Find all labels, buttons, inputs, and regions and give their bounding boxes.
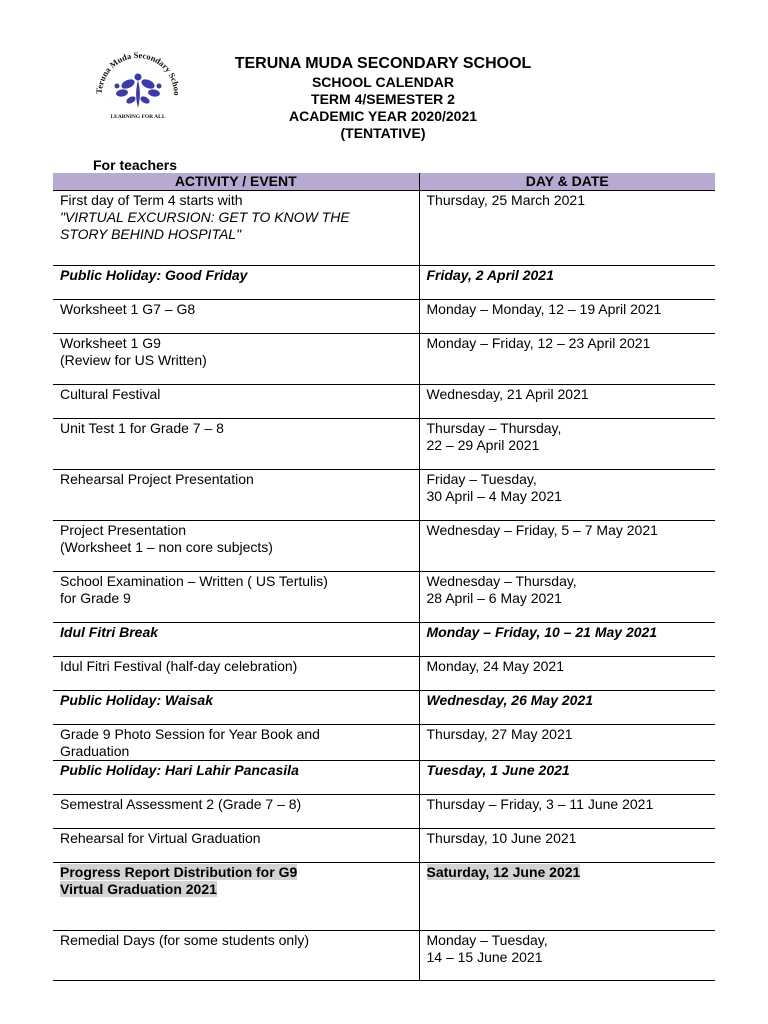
date-cell xyxy=(419,521,715,572)
activity-line: Public Holiday: Good Friday xyxy=(60,267,248,283)
table-row xyxy=(53,385,715,419)
table-row xyxy=(53,334,715,385)
date-cell xyxy=(419,572,715,623)
date-line: Monday – Friday, 12 – 23 April 2021 xyxy=(426,335,651,351)
activity-line: Public Holiday: Waisak xyxy=(60,692,214,708)
activity-line: (Worksheet 1 – non core subjects) xyxy=(60,539,273,555)
activity-cell xyxy=(53,725,419,761)
document-title: SCHOOL CALENDAR xyxy=(311,74,455,90)
activity-cell xyxy=(53,470,419,521)
table-row xyxy=(53,657,715,691)
activity-line: Worksheet 1 G9 xyxy=(60,335,161,351)
table-row xyxy=(53,725,715,761)
svg-text:Teruna Muda Secondary School xyxy=(88,50,182,95)
date-cell xyxy=(419,761,715,795)
term-label: TERM 4/SEMESTER 2 xyxy=(311,91,455,107)
activity-line: Rehearsal Project Presentation xyxy=(60,471,254,487)
date-cell xyxy=(419,863,715,931)
date-line: Friday – Tuesday, xyxy=(426,471,537,487)
date-cell xyxy=(419,657,715,691)
activity-cell xyxy=(53,266,419,300)
activity-line: (Review for US Written) xyxy=(60,352,207,368)
date-line: Saturday, 12 June 2021 xyxy=(426,864,581,880)
date-line: Thursday, 25 March 2021 xyxy=(426,192,585,208)
table-row xyxy=(53,829,715,863)
date-line: Monday – Friday, 10 – 21 May 2021 xyxy=(426,624,658,640)
tree-emblem-icon xyxy=(88,50,188,124)
date-cell xyxy=(419,191,715,266)
activity-cell xyxy=(53,300,419,334)
document-header xyxy=(200,54,566,142)
column-header-activity: ACTIVITY / EVENT xyxy=(53,173,419,191)
activity-cell xyxy=(53,863,419,931)
date-line: Friday, 2 April 2021 xyxy=(426,267,554,283)
date-cell xyxy=(419,795,715,829)
activity-line: First day of Term 4 starts with xyxy=(60,192,243,208)
date-line: Thursday, 10 June 2021 xyxy=(426,830,577,846)
table-row xyxy=(53,795,715,829)
logo-arc-text: Teruna Muda Secondary Schoo xyxy=(93,50,183,96)
table-row xyxy=(53,863,715,931)
date-line: Wednesday – Thursday, xyxy=(426,573,577,589)
table-row xyxy=(53,761,715,795)
date-line: 28 April – 6 May 2021 xyxy=(426,590,562,606)
date-cell xyxy=(419,829,715,863)
activity-line: Cultural Festival xyxy=(60,386,161,402)
date-cell xyxy=(419,691,715,725)
activity-cell xyxy=(53,623,419,657)
date-cell xyxy=(419,931,715,981)
logo-motto: LEARNING FOR ALL xyxy=(110,114,166,120)
activity-line: Semestral Assessment 2 (Grade 7 – 8) xyxy=(60,796,302,812)
activity-line: Idul Fitri Break xyxy=(60,624,159,640)
activity-line: Graduation xyxy=(60,743,130,759)
table-row xyxy=(53,470,715,521)
table-row xyxy=(53,266,715,300)
activity-line: Rehearsal for Virtual Graduation xyxy=(60,830,261,846)
tentative-label: (TENTATIVE) xyxy=(340,125,426,141)
date-cell xyxy=(419,470,715,521)
activity-line: Virtual Graduation 2021 xyxy=(60,881,217,897)
date-line: 14 – 15 June 2021 xyxy=(426,949,543,965)
date-line: Monday – Tuesday, xyxy=(426,932,548,948)
activity-cell xyxy=(53,829,419,863)
activity-cell xyxy=(53,191,419,266)
activity-cell xyxy=(53,931,419,981)
date-line: Monday, 24 May 2021 xyxy=(426,658,564,674)
date-cell xyxy=(419,385,715,419)
school-logo xyxy=(88,50,188,124)
activity-cell xyxy=(53,419,419,470)
date-cell xyxy=(419,334,715,385)
table-row xyxy=(53,931,715,981)
date-line: Wednesday – Friday, 5 – 7 May 2021 xyxy=(426,522,658,538)
activity-cell xyxy=(53,572,419,623)
activity-line: for Grade 9 xyxy=(60,590,131,606)
date-cell xyxy=(419,419,715,470)
calendar-table xyxy=(53,173,715,981)
activity-line: Progress Report Distribution for G9 xyxy=(60,864,298,880)
date-line: Tuesday, 1 June 2021 xyxy=(426,762,570,778)
table-row xyxy=(53,419,715,470)
activity-line: Idul Fitri Festival (half-day celebration) xyxy=(60,658,298,674)
activity-cell xyxy=(53,691,419,725)
date-line: Thursday – Thursday, xyxy=(426,420,562,436)
academic-year: ACADEMIC YEAR 2020/2021 xyxy=(288,108,478,124)
activity-line: STORY BEHIND HOSPITAL" xyxy=(60,226,242,242)
activity-cell xyxy=(53,657,419,691)
activity-line: Unit Test 1 for Grade 7 – 8 xyxy=(60,420,224,436)
table-row xyxy=(53,572,715,623)
activity-cell xyxy=(53,521,419,572)
activity-line: "VIRTUAL EXCURSION: GET TO KNOW THE xyxy=(60,209,350,225)
activity-cell xyxy=(53,761,419,795)
activity-cell xyxy=(53,334,419,385)
table-row xyxy=(53,191,715,266)
date-line: Wednesday, 21 April 2021 xyxy=(426,386,589,402)
date-line: Thursday – Friday, 3 – 11 June 2021 xyxy=(426,796,654,812)
date-line: Thursday, 27 May 2021 xyxy=(426,726,573,742)
table-row xyxy=(53,300,715,334)
school-name: TERUNA MUDA SECONDARY SCHOOL xyxy=(234,55,532,72)
activity-line: Worksheet 1 G7 – G8 xyxy=(60,301,196,317)
table-header-row xyxy=(53,173,715,191)
date-cell xyxy=(419,623,715,657)
activity-line: School Examination – Written ( US Tertulis) xyxy=(60,573,328,589)
date-cell xyxy=(419,300,715,334)
date-cell xyxy=(419,266,715,300)
activity-line: Public Holiday: Hari Lahir Pancasila xyxy=(60,762,299,778)
activity-cell xyxy=(53,385,419,419)
column-header-date: DAY & DATE xyxy=(419,173,715,191)
activity-line: Project Presentation xyxy=(60,522,187,538)
activity-line: Grade 9 Photo Session for Year Book and xyxy=(60,726,320,742)
table-row xyxy=(53,623,715,657)
date-line: Monday – Monday, 12 – 19 April 2021 xyxy=(426,301,662,317)
date-line: Wednesday, 26 May 2021 xyxy=(426,692,594,708)
date-cell xyxy=(419,725,715,761)
date-line: 30 April – 4 May 2021 xyxy=(426,488,562,504)
date-line: 22 – 29 April 2021 xyxy=(426,437,540,453)
activity-line: Remedial Days (for some students only) xyxy=(60,932,309,948)
table-row xyxy=(53,521,715,572)
audience-label: For teachers xyxy=(93,157,178,173)
table-row xyxy=(53,691,715,725)
activity-cell xyxy=(53,795,419,829)
